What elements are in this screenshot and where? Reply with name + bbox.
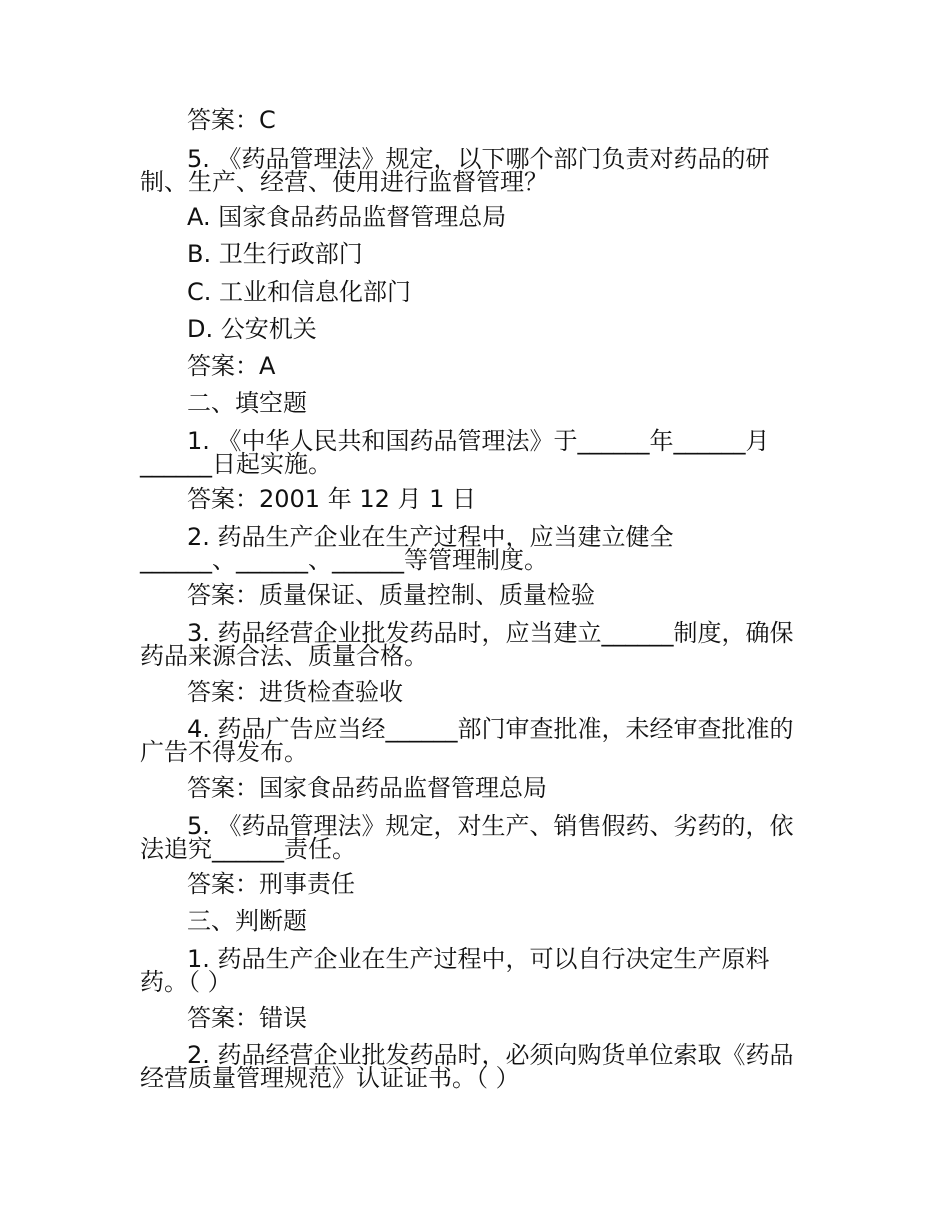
option-d: D. 公安机关 xyxy=(187,315,317,343)
question-text: 2. 药品经营企业批发药品时，必须向购货单位索取《药品 xyxy=(187,1041,794,1069)
section-heading: 二、填空题 xyxy=(187,389,307,417)
question-text: 4. 药品广告应当经______部门审查批准，未经审查批准的 xyxy=(187,715,794,743)
question-text: 3. 药品经营企业批发药品时，应当建立______制度，确保 xyxy=(187,619,794,647)
answer-line: 答案：刑事责任 xyxy=(187,870,355,898)
answer-line: 答案：C xyxy=(187,106,276,134)
question-text-continued: 药品来源合法、质量合格。 xyxy=(140,642,428,670)
option-c: C. 工业和信息化部门 xyxy=(187,278,412,306)
option-b: B. 卫生行政部门 xyxy=(187,240,363,268)
answer-line: 答案：2001 年 12 月 1 日 xyxy=(187,485,477,513)
question-text: 1. 药品生产企业在生产过程中，可以自行决定生产原料 xyxy=(187,945,770,973)
question-text: 1. 《中华人民共和国药品管理法》于______年______月 xyxy=(187,427,770,455)
question-text-continued: 广告不得发布。 xyxy=(140,738,308,766)
question-text-continued: 法追究______责任。 xyxy=(140,835,356,863)
answer-line: 答案：国家食品药品监督管理总局 xyxy=(187,774,547,802)
option-a: A. 国家食品药品监督管理总局 xyxy=(187,203,507,231)
question-text: 2. 药品生产企业在生产过程中，应当建立健全 xyxy=(187,523,674,551)
answer-line: 答案：质量保证、质量控制、质量检验 xyxy=(187,581,595,609)
question-text-continued: ______日起实施。 xyxy=(140,450,332,478)
question-text-continued: 经营质量管理规范》认证证书。（ ） xyxy=(140,1064,520,1092)
question-text-continued: 药。（ ） xyxy=(140,968,232,996)
question-text-continued: 制、生产、经营、使用进行监督管理？ xyxy=(140,168,548,196)
section-heading: 三、判断题 xyxy=(187,907,307,935)
answer-line: 答案：错误 xyxy=(187,1004,307,1032)
answer-line: 答案：A xyxy=(187,352,276,380)
answer-line: 答案：进货检查验收 xyxy=(187,678,403,706)
question-text: 5. 《药品管理法》规定，对生产、销售假药、劣药的，依 xyxy=(187,812,794,840)
question-text-continued: ______、______、______等管理制度。 xyxy=(140,546,548,574)
question-text: 5. 《药品管理法》规定，以下哪个部门负责对药品的研 xyxy=(187,145,770,173)
